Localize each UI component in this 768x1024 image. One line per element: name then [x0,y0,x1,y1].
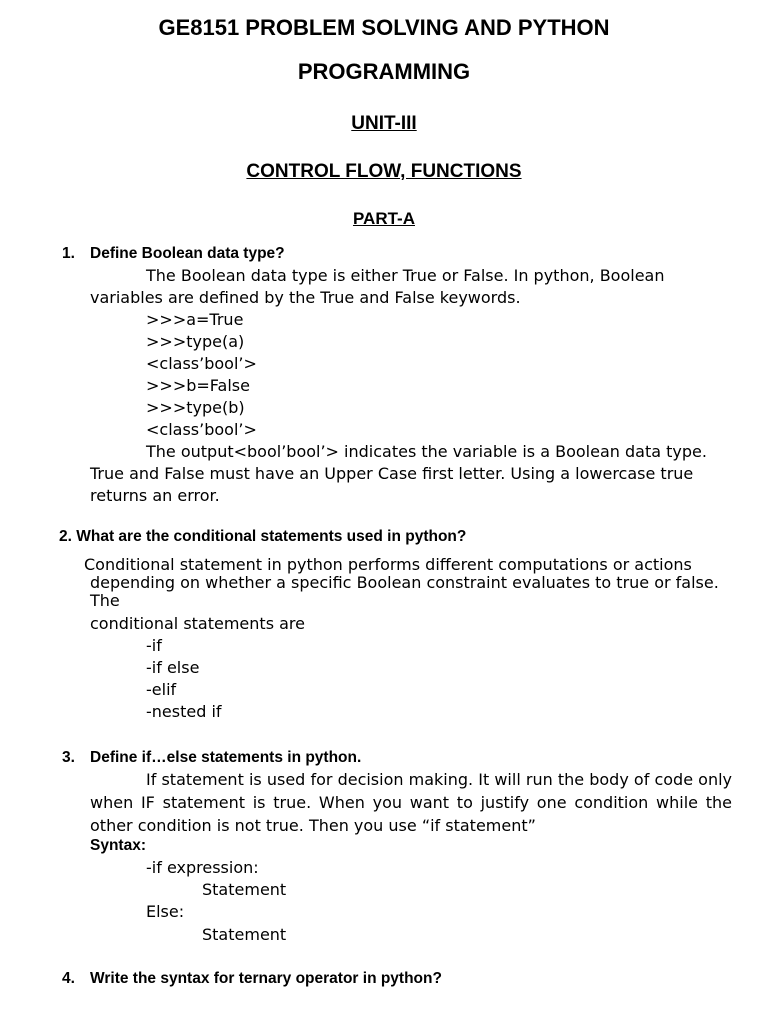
q3-syntax-line: Statement [202,925,287,944]
part-heading: PART-A [352,209,415,228]
question-1-number: 1. [62,245,75,262]
unit-heading: UNIT-III [351,113,417,134]
question-1-text: Define Boolean data type? [90,245,285,262]
question-3 [62,748,362,768]
q1-paragraph-1: The Boolean data type is either True or False. In python, Boolean variables are defined by the True and False keywords. [90,266,665,307]
question-3-text: Define if…else statements in python. [90,749,362,766]
q3-syntax-line: -if expression: [146,858,259,877]
q1-code-line: >>>type(a) [146,332,245,351]
q2-list-item: -elif [146,680,177,699]
q1-code-line: <class’bool’> [146,354,257,373]
q1-code-line: >>>type(b) [146,398,245,417]
question-3-number: 3. [62,749,75,766]
q1-code-line: >>>a=True [146,310,244,329]
question-4-number: 4. [62,970,75,987]
q3-syntax-label: Syntax: [90,837,146,854]
q2-list-item: -if else [146,658,200,677]
q3-syntax-line: Else: [146,902,185,921]
question-4 [62,969,442,989]
q1-code-line: >>>b=False [146,376,250,395]
question-4-text: Write the syntax for ternary operator in python? [90,970,442,987]
title-line-1: GE8151 PROBLEM SOLVING AND PYTHON [158,15,610,40]
q1-code-line: <class’bool’> [146,420,257,439]
q2-answer-line-2: conditional statements are [90,614,305,633]
q2-list-item: -nested if [146,702,222,721]
title-line-2: PROGRAMMING [297,59,471,84]
q2-answer: Conditional statement in python performs different computations or actions depending on whether a specific Boolean constraint evaluates to true or false. The [84,555,719,610]
q3-paragraph: If statement is used for decision making. It will run the body of code only when IF statement is true. When you want to justify one condition while the other condition is not true. Then you use “if statement” [90,770,732,835]
q2-list-item: -if [146,636,162,655]
question-1 [62,244,285,264]
question-2-text: 2. What are the conditional statements used in python? [59,528,467,545]
q1-paragraph-2-line-2: True and False must have an Upper Case first letter. Using a lowercase true [90,464,694,483]
q1-paragraph-2-line-1: The output<bool’bool’> indicates the variable is a Boolean data type. [146,442,707,461]
q1-paragraph-2-line-3: returns an error. [90,486,220,505]
q3-syntax-line: Statement [202,880,287,899]
topic-heading: CONTROL FLOW, FUNCTIONS [246,161,522,182]
